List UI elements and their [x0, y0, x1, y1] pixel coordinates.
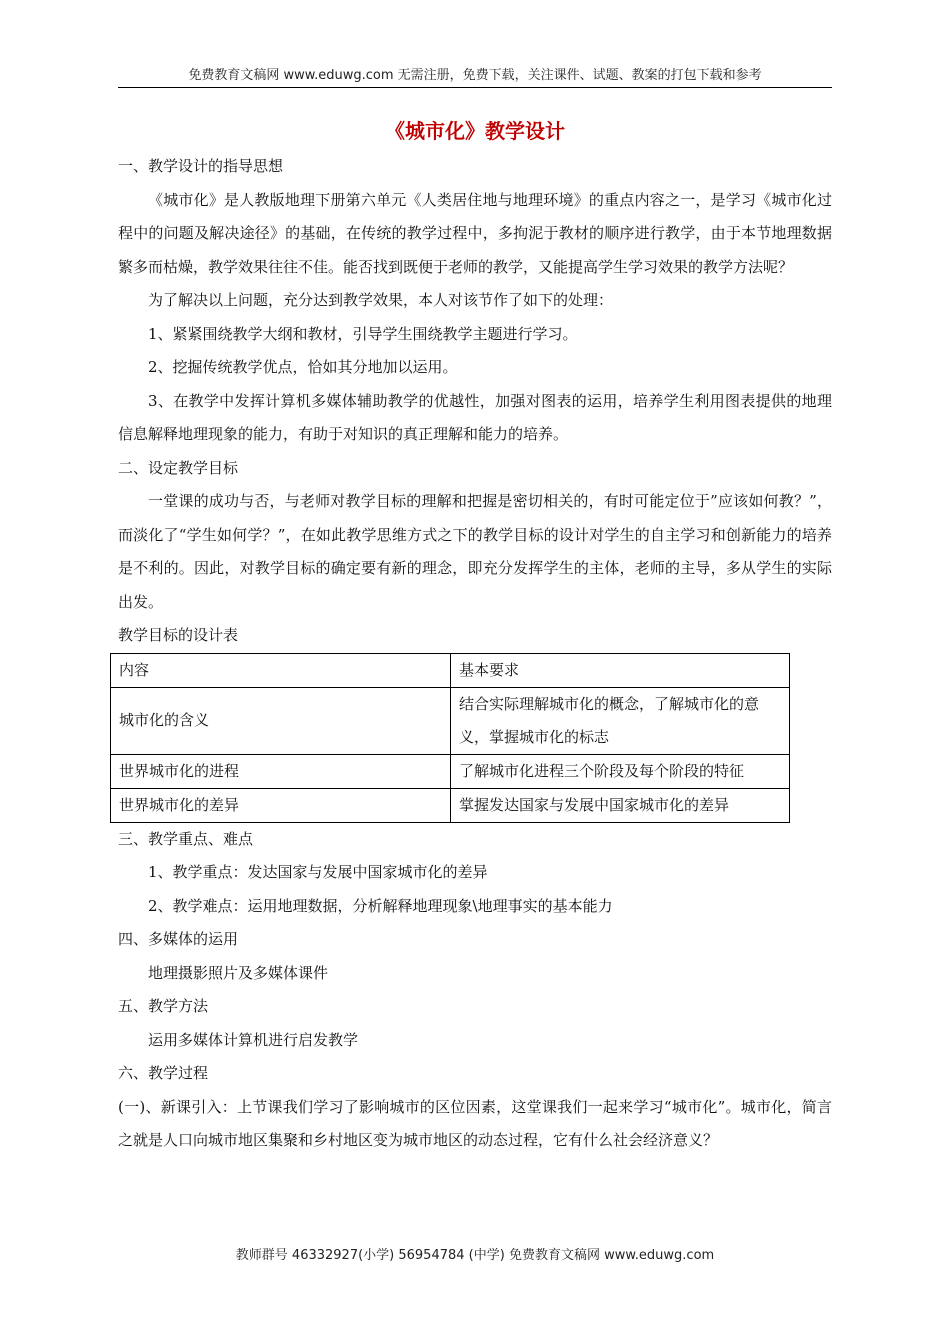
paragraph: (一)、新课引入：上节课我们学习了影响城市的区位因素，这堂课我们一起来学习“城市化”。城市化，简言之就是人口向城市地区集聚和乡村地区变为城市地区的动态过程，它有什么社会经济意义？ — [118, 1097, 832, 1149]
table-cell: 了解城市化进程三个阶段及每个阶段的特征 — [451, 754, 790, 788]
list-item: 1、教学重点：发达国家与发展中国家城市化的差异 — [148, 863, 488, 881]
table-row — [111, 687, 790, 754]
list-item: 2、教学难点：运用地理数据，分析解释地理现象\地理事实的基本能力 — [148, 896, 613, 915]
table-header-cell: 基本要求 — [451, 653, 790, 687]
table-header-cell: 内容 — [111, 653, 451, 687]
paragraph: 为了解决以上问题，充分达到教学效果，本人对该节作了如下的处理： — [148, 291, 614, 309]
document-title: 《城市化》教学设计 — [385, 119, 565, 143]
document-body — [118, 150, 832, 1158]
table-row — [111, 788, 790, 822]
page-header: 免费教育文稿网 www.eduwg.com 无需注册，免费下载，关注课件、试题、教案的打包下载和参考 — [118, 64, 832, 88]
paragraph: 一堂课的成功与否，与老师对教学目标的理解和把握是密切相关的，有时可能定位于”应该如何教？”，而淡化了“学生如何学？”，在如此教学思维方式之下的教学目标的设计对学生的自主学习和创新能力的培养是不利的。因此，对教学目标的确定要有新的理念，即充分发挥学生的主体，老师的主导，多从学生的实际出发。 — [118, 492, 832, 611]
paragraph: 运用多媒体计算机进行启发教学 — [148, 1030, 359, 1049]
table-cell: 城市化的含义 — [111, 687, 451, 754]
page-footer: 教师群号 46332927(小学) 56954784 (中学) 免费教育文稿网 www.eduwg.com — [235, 1248, 715, 1263]
table-row — [111, 754, 790, 788]
paragraph: 地理摄影照片及多媒体课件 — [148, 963, 329, 982]
table-cell: 掌握发达国家与发展中国家城市化的差异 — [451, 788, 790, 822]
paragraph: 《城市化》是人教版地理下册第六单元《人类居住地与地理环境》的重点内容之一，是学习《城市化过程中的问题及解决途径》的基础，在传统的教学过程中，多拘泥于教材的顺序进行教学，由于本节地理数据繁多而枯燥，教学效果往往不佳。能否找到既便于老师的教学，又能提高学生学习效果的教学方法呢？ — [118, 190, 832, 276]
section-heading-2: 二、设定教学目标 — [118, 458, 239, 477]
table-caption: 教学目标的设计表 — [118, 626, 239, 644]
list-item: 2、挖掘传统教学优点，恰如其分地加以运用。 — [148, 358, 458, 376]
table-header-row — [111, 653, 790, 687]
table-cell: 结合实际理解城市化的概念，了解城市化的意义，掌握城市化的标志 — [451, 687, 790, 754]
section-heading-6: 六、教学过程 — [118, 1064, 209, 1082]
list-item: 1、紧紧围绕教学大纲和教材，引导学生围绕教学主题进行学习。 — [148, 324, 578, 343]
table-cell: 世界城市化的进程 — [111, 754, 451, 788]
section-heading-5: 五、教学方法 — [118, 997, 209, 1015]
section-heading-1: 一、教学设计的指导思想 — [118, 157, 284, 175]
section-heading-4: 四、多媒体的运用 — [118, 930, 239, 948]
table-cell: 世界城市化的差异 — [111, 788, 451, 822]
section-heading-3: 三、教学重点、难点 — [118, 829, 254, 848]
objectives-table — [110, 653, 790, 823]
list-item: 3、在教学中发挥计算机多媒体辅助教学的优越性，加强对图表的运用，培养学生利用图表提供的地理信息解释地理现象的能力，有助于对知识的真正理解和能力的培养。 — [118, 391, 832, 443]
